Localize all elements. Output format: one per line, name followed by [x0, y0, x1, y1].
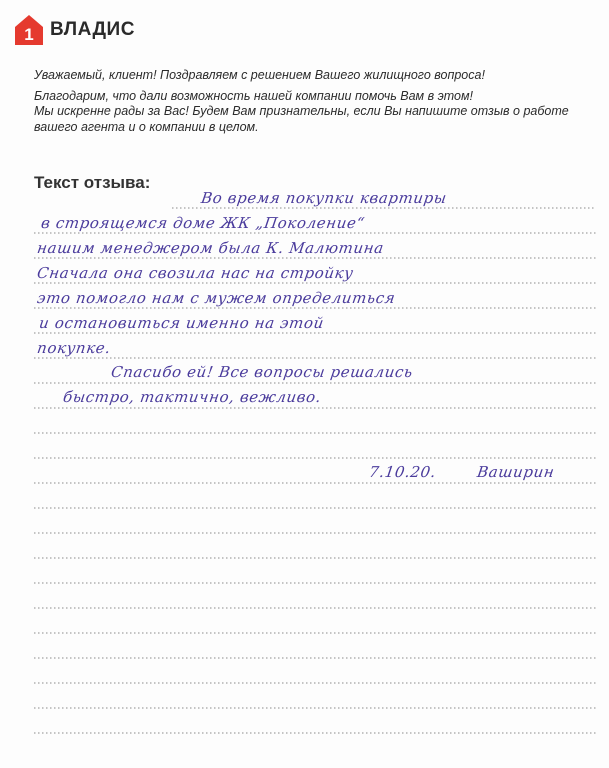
intro-request: Мы искренне рады за Вас! Будем Вам признательны, если Вы напишите отзыв о работе — [34, 104, 569, 118]
brand-name: ВЛАДИС — [50, 19, 135, 40]
handwritten-line: в строящемся доме ЖК „Поколение“ — [40, 214, 367, 232]
intro-greeting: Уважаемый, клиент! Поздравляем с решением Вашего жилищного вопроса! — [34, 68, 485, 82]
handwritten-signature: Ваширин — [476, 463, 556, 481]
review-heading: Текст отзыва: — [34, 173, 151, 192]
handwritten-line: Спасибо ей! Все вопросы решались — [110, 363, 415, 381]
intro-thanks: Благодарим, что дали возможность нашей компании помочь Вам в этом! — [34, 88, 474, 103]
handwritten-date: 7.10.20. — [368, 463, 438, 481]
handwritten-line: это помогло нам с мужем определиться — [36, 289, 397, 307]
handwritten-line: Сначала она свозила нас на стройку — [36, 264, 355, 282]
handwritten-line: Во время покупки квартиры — [200, 189, 449, 207]
handwritten-line: и остановиться именно на этой — [38, 314, 326, 332]
handwritten-line: быстро, тактично, вежливо. — [62, 388, 323, 406]
intro-request-cont: вашего агента и о компании в целом. — [34, 119, 259, 134]
handwritten-line: нашим менеджером была К. Малютина — [36, 239, 386, 257]
logo-digit: 1 — [24, 25, 34, 44]
handwritten-line: покупке. — [36, 339, 112, 357]
